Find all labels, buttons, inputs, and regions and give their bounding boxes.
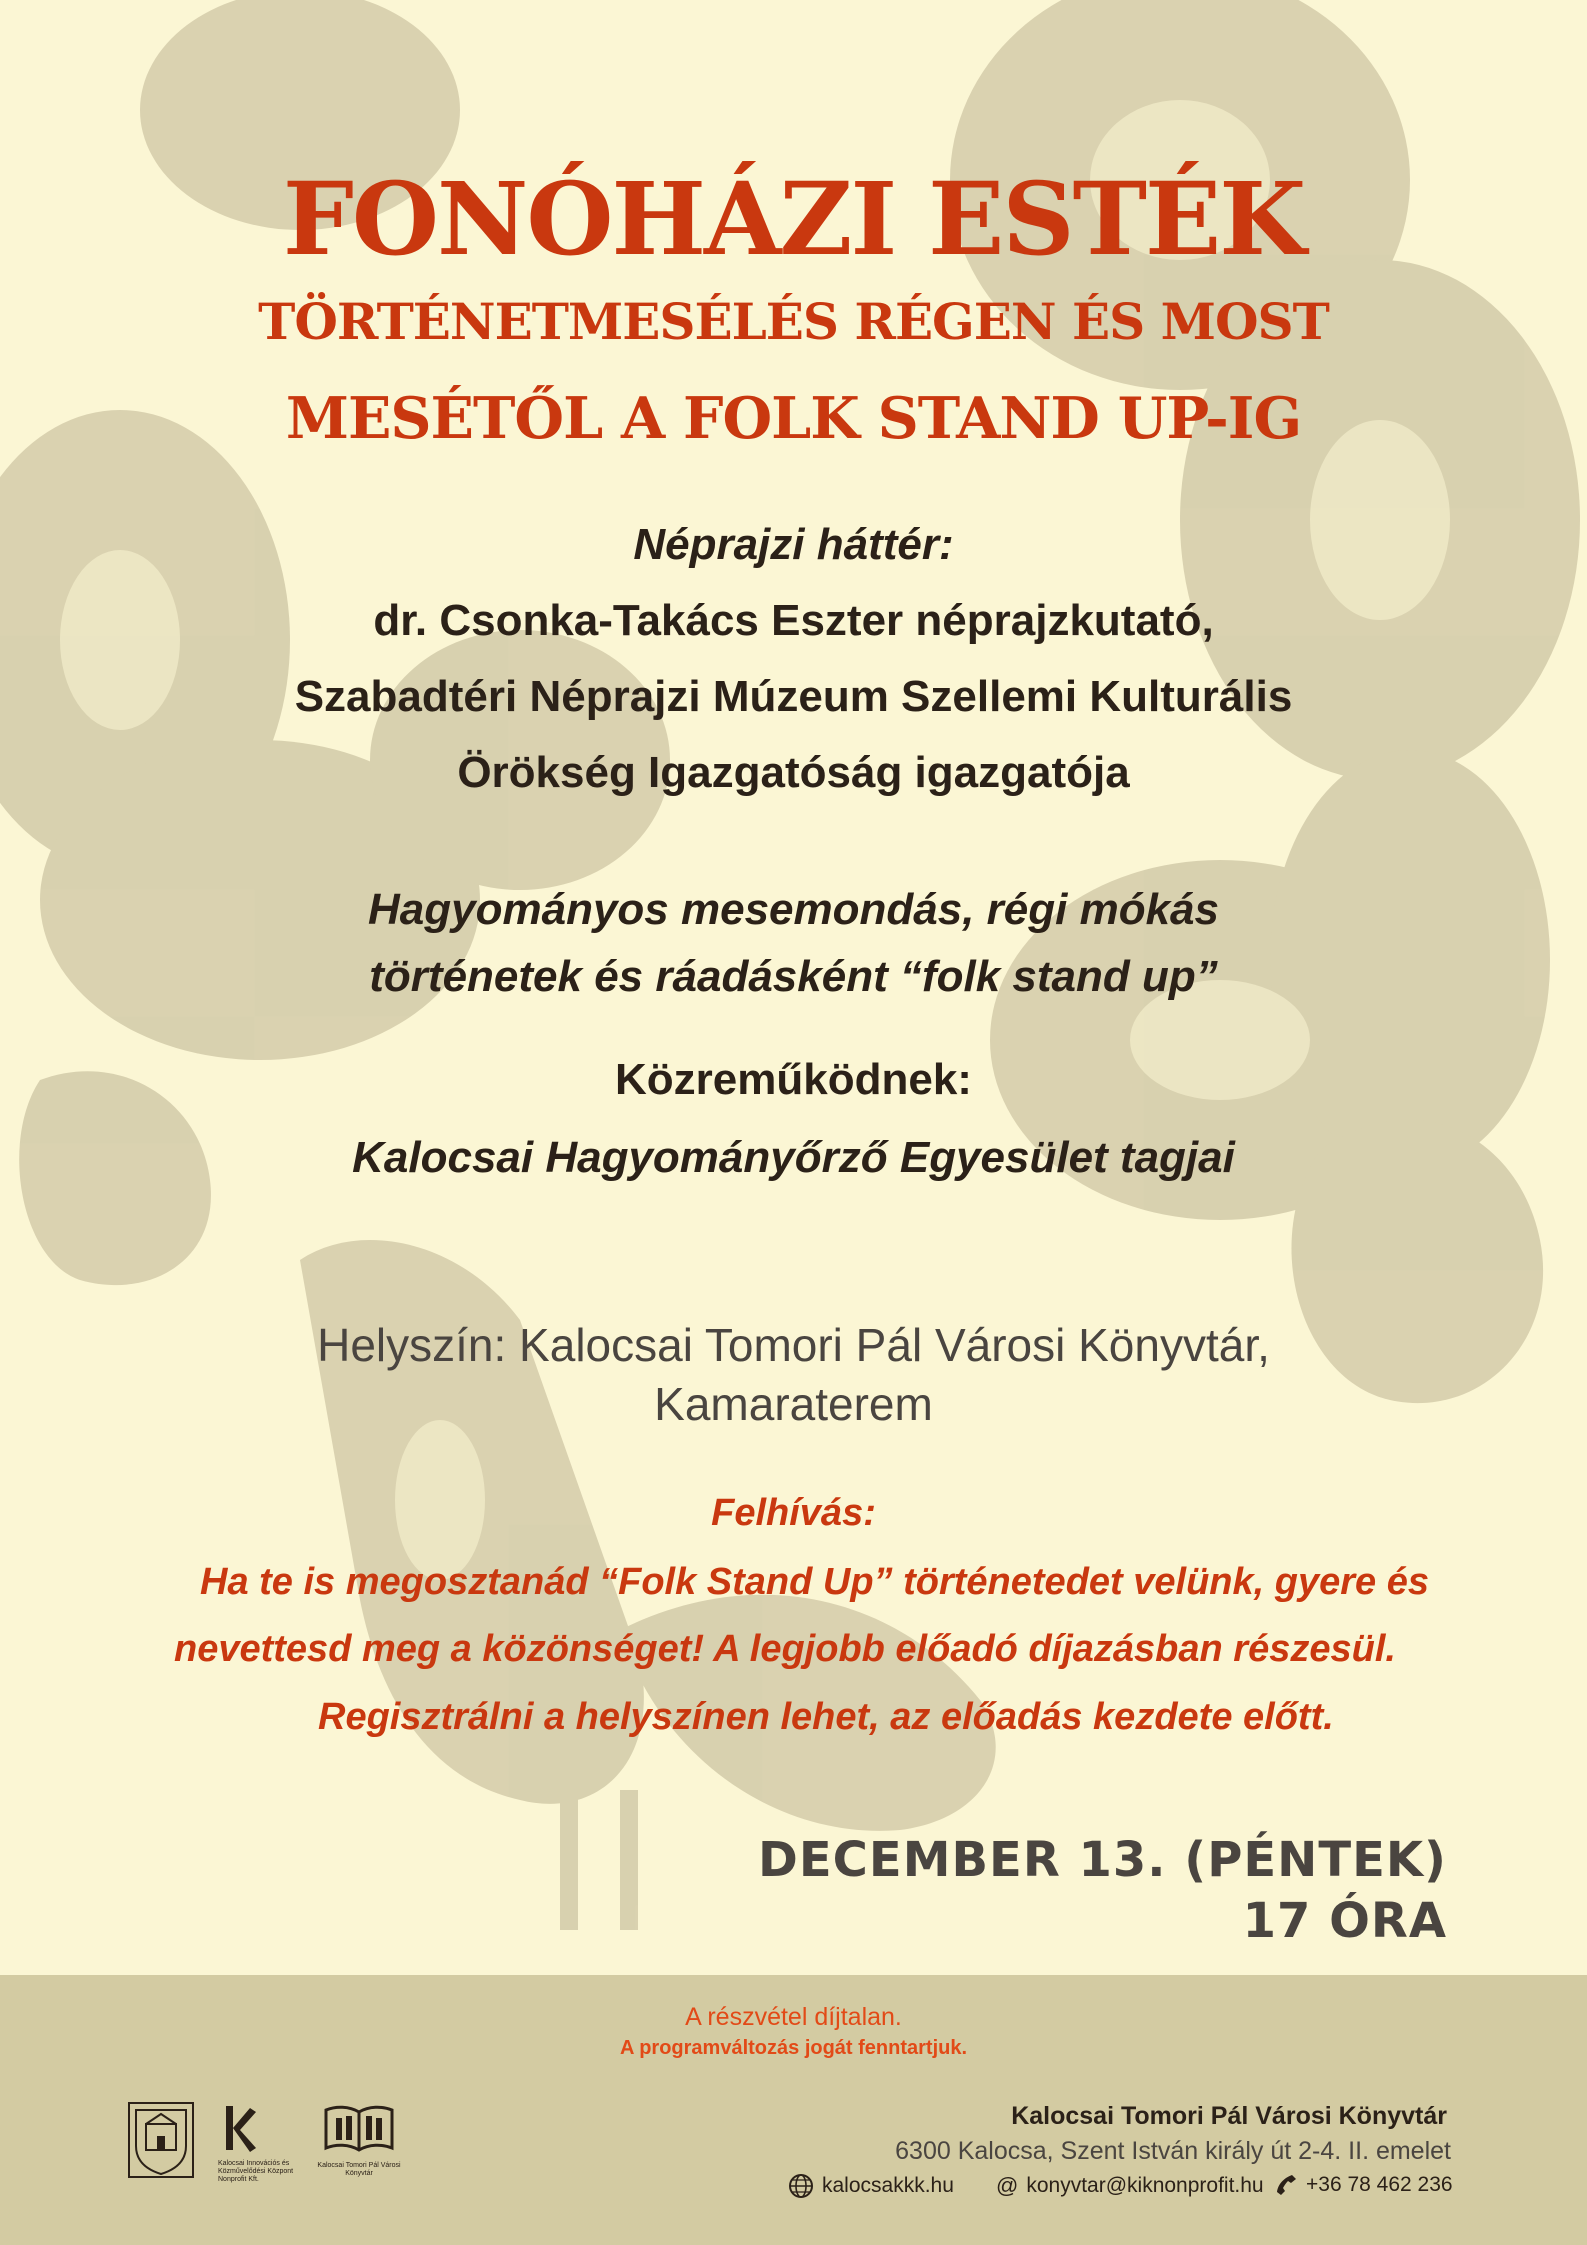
call-line: Ha te is megosztanád “Folk Stand Up” történetedet velünk, gyere és (200, 1561, 1429, 1603)
library-logo-label: Kalocsai Tomori Pál Városi Könyvtár (317, 2162, 401, 2177)
phone-number[interactable]: +36 78 462 236 (1306, 2173, 1453, 2196)
venue-line: Kamaraterem (654, 1378, 933, 1430)
contributors-name: Kalocsai Hagyományőrző Egyesület tagjai (352, 1133, 1235, 1182)
email-contact[interactable] (996, 2173, 1264, 2199)
event-time: 17 ÓRA (1242, 1893, 1447, 1949)
call-line: nevettesd meg a közönséget! A legjobb előadó díjazásban részesül. (174, 1628, 1396, 1670)
event-date: DECEMBER 13. (PÉNTEK) (758, 1832, 1447, 1888)
event-subtitle-2: MESÉTŐL A FOLK STAND UP-IG (285, 385, 1302, 452)
library-address: 6300 Kalocsa, Szent István király út 2-4. II. emelet (895, 2137, 1451, 2165)
at-icon: @ (996, 2173, 1019, 2198)
ethno-line: Örökség Igazgatóság igazgatója (457, 748, 1130, 797)
ethno-line: dr. Csonka-Takács Eszter néprajzkutató, (373, 596, 1214, 645)
description-line: Hagyományos mesemondás, régi mókás (368, 885, 1219, 934)
coat-of-arms-icon (128, 2102, 194, 2178)
ethno-line: Szabadtéri Néprajzi Múzeum Szellemi Kulturális (294, 672, 1293, 721)
library-logo-icon (322, 2102, 396, 2158)
phone-contact[interactable] (1274, 2173, 1453, 2197)
library-name: Kalocsai Tomori Pál Városi Könyvtár (1011, 2102, 1447, 2130)
phone-icon (1274, 2173, 1298, 2197)
email-link[interactable]: konyvtar@kiknonprofit.hu (1026, 2174, 1264, 2197)
event-title: FONÓHÁZI ESTÉK (282, 160, 1305, 278)
call-heading: Felhívás: (711, 1492, 876, 1534)
globe-icon (788, 2173, 814, 2199)
program-change-note: A programváltozás jogát fenntartjuk. (619, 2037, 968, 2059)
website-contact[interactable] (788, 2173, 954, 2199)
venue-line: Helyszín: Kalocsai Tomori Pál Városi Könyvtár, (317, 1319, 1270, 1371)
contributors-heading: Közreműködnek: (615, 1055, 972, 1104)
kik-logo-label: Kalocsai Innovációs és Közművelődési Központ Nonprofit Kft. (218, 2160, 294, 2183)
description-line: történetek és ráadásként “folk stand up” (369, 952, 1218, 1001)
event-subtitle-1: TÖRTÉNETMESÉLÉS RÉGEN ÉS MOST (258, 292, 1329, 351)
ethno-heading: Néprajzi háttér: (633, 520, 954, 569)
call-line: Regisztrálni a helyszínen lehet, az előadás kezdete előtt. (318, 1696, 1334, 1738)
free-entry-note: A részvétel díjtalan. (685, 2003, 902, 2031)
kik-logo-icon (220, 2102, 260, 2154)
website-link[interactable]: kalocsakkk.hu (822, 2174, 954, 2197)
